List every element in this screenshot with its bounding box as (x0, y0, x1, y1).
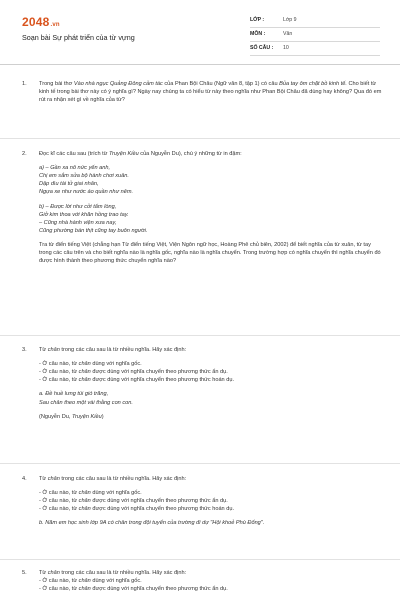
text-run: - Ở câu nào, từ (39, 506, 79, 513)
question-5 (22, 569, 384, 593)
list-item (39, 376, 384, 384)
text-run: (Nguyễn Du, (39, 413, 72, 420)
question-number: 2. (22, 151, 27, 157)
text-run-italic: chân (78, 498, 91, 505)
question-2 (22, 150, 384, 265)
question-1 (22, 80, 384, 104)
list-item (39, 497, 384, 505)
text-run: Đọc kĩ các câu sau (trích từ (39, 151, 109, 157)
meta-row-subject (250, 28, 380, 42)
poem-line: Giở kim thoa với khăn hồng trao tay. (39, 211, 129, 218)
question-body (39, 346, 384, 421)
text-run: trong các câu sau là từ nhiều nghĩa. Hãy xác định: (59, 476, 187, 482)
poem-line: Chị em sắm sửa bộ hành chơi xuân. (39, 173, 129, 180)
text-run: của Phan Bội Châu (Ngữ văn 8, tập 1) có câu (162, 81, 280, 87)
text-run: dùng với nghĩa gốc. (90, 361, 142, 368)
text-run-italic: chân (78, 490, 91, 497)
page-title: Soạn bài Sự phát triển của từ vựng (22, 33, 135, 42)
text-run: - Ở câu nào, từ (39, 586, 79, 593)
meta-row-count (250, 42, 380, 56)
text-run: Trong bài thơ (39, 81, 74, 87)
example-sentence: b. Năm em học sinh lớp 9A có chân trong đội tuyển của trường đi dự "Hội khoẻ Phù Đổng". (39, 520, 265, 527)
question-body (39, 150, 384, 265)
poem-example (39, 390, 384, 406)
text-run-italic: Truyện Kiều (108, 151, 139, 157)
text-run: được dùng với nghĩa chuyển theo phương thức hoán dụ. (90, 506, 235, 513)
text-run: trong các câu sau là từ nhiều nghĩa. Hãy xác định: (59, 347, 187, 353)
text-run: ) (101, 413, 104, 420)
text-run-italic: chân (78, 506, 91, 513)
text-run: Từ (39, 476, 48, 482)
poem-line: a. Đề huề lưng túi gió trăng, (39, 391, 109, 398)
text-run-italic: chân (47, 476, 60, 482)
text-run: Từ (39, 570, 48, 576)
poem-line: Sau chân theo một vài thằng con con. (39, 399, 133, 406)
poem-line: a) – Gần xa nô nức yến anh, (39, 165, 111, 172)
text-run: được dùng với nghĩa chuyển theo phương thức ẩn dụ. (90, 498, 228, 505)
poem-line: Cũng phường bán thịt cũng tay buôn người. (39, 227, 148, 234)
poem-line: Ngựa xe như nước áo quần như nêm. (39, 189, 134, 196)
list-item (39, 577, 384, 585)
text-run-italic: chân (47, 570, 60, 576)
text-run: dùng với nghĩa gốc. (90, 578, 142, 585)
logo-suffix: .vn (50, 22, 60, 28)
question-lead (39, 569, 384, 577)
text-run: được dùng với nghĩa chuyển theo phương thức ẩn dụ. (90, 369, 228, 376)
list-item (39, 368, 384, 376)
text-run-italic: chân (78, 586, 91, 593)
question-number: 1. (22, 81, 27, 87)
poem-line: Dập dìu tài tử giai nhân, (39, 181, 99, 188)
header-divider (0, 64, 400, 65)
text-run: trong các câu sau là từ nhiều nghĩa. Hãy xác định: (59, 570, 187, 576)
question-number: 4. (22, 476, 27, 482)
text-run-italic: Truyện Kiều (71, 413, 102, 420)
text-run: dùng với nghĩa gốc. (90, 490, 142, 497)
question-text (39, 80, 384, 104)
page-header (0, 0, 400, 64)
question-lead (39, 475, 384, 483)
text-run: - Ở câu nào, từ (39, 578, 79, 585)
question-number: 5. (22, 570, 27, 576)
question-text: Tra từ điển tiếng Việt (chẳng hạn Từ điển tiếng Việt, Viện Ngôn ngữ học, Hoàng Phê chủ biên, 2002) để biết nghĩa của từ xuân, từ tay trong các câu trên và cho biết nghĩa nào là nghĩa gốc, nghĩa nào là nghĩa chuyển. Trong trường hợp có nghĩa chuyển thì nghĩa chuyển đó được hình thành theo phương thức chuyển nghĩa nào? (39, 241, 381, 265)
text-run: - Ở câu nào, từ (39, 498, 79, 505)
text-run-italic: chân (78, 377, 91, 384)
meta-table (250, 14, 380, 56)
question-divider (0, 559, 400, 560)
text-run: được dùng với nghĩa chuyển theo phương thức ẩn dụ. (90, 586, 228, 593)
text-run-italic: Bủa tay ôm chặt bồ kinh tế. (279, 81, 347, 87)
question-divider (0, 463, 400, 464)
text-run: được dùng với nghĩa chuyển theo phương thức hoán dụ. (90, 377, 235, 384)
question-divider (0, 138, 400, 139)
site-logo[interactable] (22, 14, 60, 31)
meta-row-grade (250, 14, 380, 28)
text-run: - Ở câu nào, từ (39, 369, 79, 376)
poem-line: b) – Được lời như cởi tấm lòng, (39, 203, 117, 210)
text-run-italic: Vào nhà ngục Quảng Đông cảm tác (73, 81, 163, 87)
question-divider (0, 335, 400, 336)
list-item (39, 360, 384, 368)
meta-value: Văn (283, 30, 293, 37)
meta-value: Lớp 9 (283, 16, 297, 23)
question-intro (39, 150, 384, 158)
poem-b (39, 203, 384, 235)
question-body (39, 475, 384, 528)
logo-text: 2048 (22, 15, 50, 29)
text-run-italic: chân (78, 361, 91, 368)
question-body (39, 569, 384, 593)
text-run-italic: chân (78, 369, 91, 376)
question-body (39, 80, 384, 104)
text-run: - Ở câu nào, từ (39, 377, 79, 384)
question-4 (22, 475, 384, 528)
list-item (39, 505, 384, 513)
text-run-italic: chân (78, 578, 91, 585)
text-run: Cho biết từ kinh tế trong bài thơ này có ý nghĩa gì? Ngày nay chúng ta có hiểu từ này theo nghĩa như Phan Bội Châu đã dùng hay không? Qua đó em rút ra nhận xét gì về nghĩa của từ? (39, 81, 382, 104)
text-run: của Nguyễn Du), chú ý những từ in đậm: (138, 151, 242, 157)
meta-value: 10 (283, 44, 289, 51)
question-number: 3. (22, 347, 27, 353)
meta-key: LỚP : (250, 16, 265, 23)
question-lead (39, 346, 384, 354)
meta-key: SỐ CÂU : (250, 44, 274, 51)
poem-a (39, 164, 384, 196)
text-run: Từ (39, 347, 48, 353)
question-3 (22, 346, 384, 421)
text-run: - Ở câu nào, từ (39, 490, 79, 497)
source-citation (39, 413, 384, 421)
list-item (39, 489, 384, 497)
list-item (39, 585, 384, 593)
poem-line: – Cũng nhà hành viện xưa nay, (39, 219, 117, 226)
text-run: - Ở câu nào, từ (39, 361, 79, 368)
meta-key: MÔN : (250, 30, 266, 37)
text-run-italic: chân (47, 347, 60, 353)
